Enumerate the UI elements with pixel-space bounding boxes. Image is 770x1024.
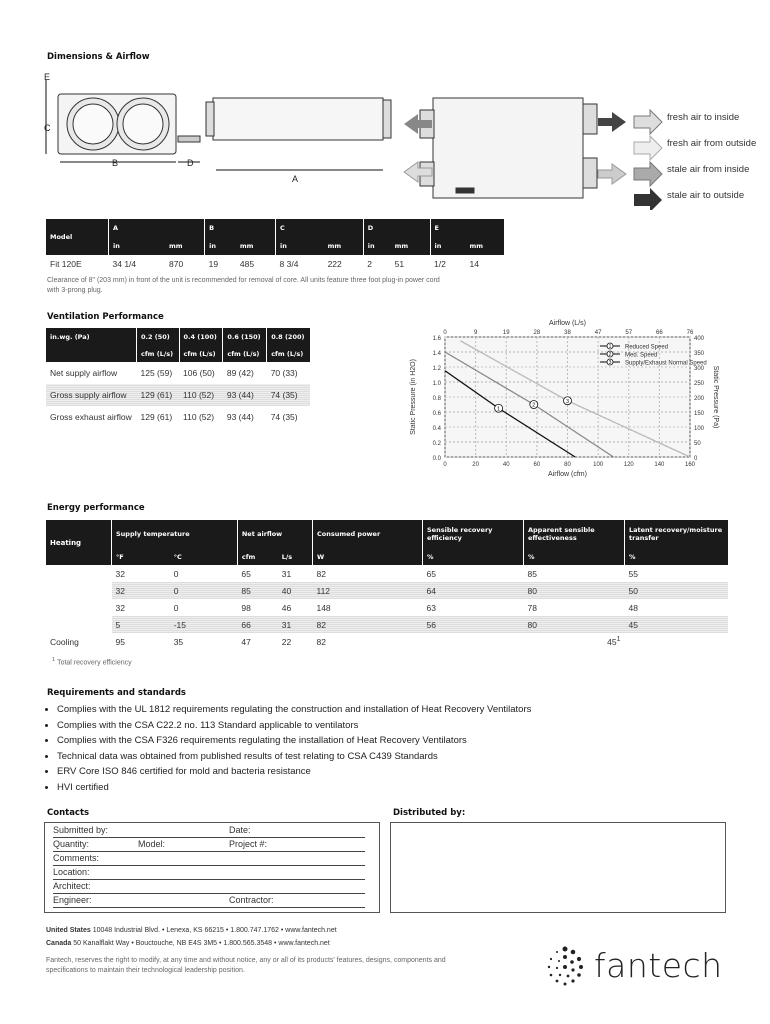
fantech-logo-icon (542, 944, 588, 990)
contacts-title: Contacts (47, 808, 90, 818)
legend-fresh-from-outside: fresh air from outside (667, 138, 757, 149)
legend-label: Supply/Exhaust Normal Speed (625, 360, 707, 367)
requirement-item: • Complies with the CSA F326 requirements regulating the installation of Heat Recovery Ventilators (57, 733, 531, 749)
y-tick-label: 0.2 (432, 441, 441, 447)
x-tick-label: 0 (443, 462, 447, 468)
energy-row-cooling: Cooling 95 35 47 22 82 $45^1$ (50, 636, 621, 647)
ventilation-table: in.wg. (Pa) 0.2 (50) 0.4 (100) 0.6 (150) 0.8 (200) cfm (L/s) cfm (L/s) cfm (L/s) cfm (L/s) Net supply airflow 125 (59) 106 (50) 89 (42) 70 (33) Gross supply airflow 129 (61) 110 (52) 93 (44) 74 (35) Gross exhaust airflow 129 (61) 110 (52) 93 (44) 74 (35) (46, 328, 310, 428)
y-tick-label: 1.2 (432, 366, 441, 372)
dim-label-b: B (112, 158, 119, 168)
legend-marker-label: 3 (608, 360, 612, 366)
legend-stale-to-outside: stale air to outside (667, 190, 745, 201)
energy-row: 32 0 65 31 82 65 85 55 (115, 568, 638, 579)
x2-tick-label: 38 (564, 330, 571, 336)
ventilation-title: Ventilation Performance (47, 312, 164, 322)
x2-axis-label: Airflow (L/s) (549, 320, 586, 327)
dimensions-table: Model A B C D E in mm in mm in mm in mm in mm Fit 120E 34 1/4 870 19 485 8 3/4 222 2 51 1/2 14 (46, 219, 504, 272)
legend-marker-label: 1 (608, 344, 612, 350)
dim-label-d: D (187, 158, 194, 168)
energy-table: Heating Supply temperature Net airflow Consumed power Sensible recovery efficiency Apparent sensible effectiveness Latent recovery/moisture transfer °F °C cfm L/s W % % % 32 0 65 31 82 65 85 55 32 0 85 40 112 64 80 50 32 0 98 46 148 63 78 48 5 -15 66 31 82 56 80 45 Cooling 95 35 47 22 82 $45^1$ (46, 520, 728, 650)
dimensions-note: Clearance of 8" (203 mm) in front of the unit is recommended for removal of core. All units feature three foot plug-in power cord with 3-prong plug. (47, 277, 440, 294)
y-tick-label: 0.8 (432, 396, 441, 402)
x-tick-label: 120 (623, 462, 634, 468)
x-tick-label: 40 (502, 462, 510, 468)
y2-tick-label: 100 (694, 426, 705, 432)
series-marker-label-1: 1 (497, 406, 501, 413)
quantity-field[interactable] (53, 851, 365, 852)
location-field[interactable] (53, 879, 365, 880)
dim-label-e: E (44, 72, 51, 82)
requirement-item: • Technical data was obtained from published results of test relating to CSA C439 Standards (57, 749, 531, 765)
address-us: United States 10048 Industrial Blvd. • Lenexa, KS 66215 • 1.800.747.1762 • www.fantech.net (46, 927, 337, 934)
x2-tick-label: 66 (656, 330, 663, 336)
requirements-list (45, 702, 531, 795)
energy-footnote: $^1$ Total recovery efficiency (52, 657, 132, 667)
dimensions-title: Dimensions & Airflow (47, 52, 150, 62)
airflow-legend (667, 112, 763, 216)
vent-row-gross-supply: Gross supply airflow 129 (61) 110 (52) 93 (44) 74 (35) (46, 384, 310, 406)
x-tick-label: 80 (564, 462, 571, 468)
series-marker-label-2: 2 (532, 402, 536, 409)
x-tick-label: 160 (684, 462, 696, 468)
y2-tick-label: 400 (694, 336, 705, 342)
y-tick-label: 0.0 (432, 456, 441, 462)
requirement-item: • Complies with the CSA C22.2 no. 113 Standard applicable to ventilators (57, 718, 531, 734)
energy-row: 32 0 98 46 148 63 78 48 (115, 602, 638, 613)
x-tick-label: 100 (593, 462, 604, 468)
legend-label: Med. Speed (625, 352, 658, 359)
dim-label-a: A (292, 174, 299, 184)
x2-tick-label: 0 (443, 330, 447, 336)
y2-axis-label: Static Pressure (Pa) (712, 365, 719, 429)
vent-row-gross-exhaust: Gross exhaust airflow 129 (61) 110 (52) 93 (44) 74 (35) (50, 412, 298, 422)
legend-fresh-to-inside: fresh air to inside (667, 112, 740, 123)
y-axis-label: Static Pressure (in H2O) (410, 359, 417, 435)
requirements-title: Requirements and standards (47, 688, 186, 698)
requirement-item: • ERV Core ISO 846 certified for mold and bacteria resistance (57, 764, 531, 780)
distributor-box (390, 822, 726, 913)
x-tick-label: 140 (654, 462, 665, 468)
dimensions-row: Fit 120E 34 1/4 870 19 485 8 3/4 222 2 51 1/2 14 (50, 258, 479, 269)
x2-tick-label: 9 (473, 330, 478, 336)
comments-field[interactable] (53, 865, 365, 866)
x-tick-label: 20 (472, 462, 479, 468)
y-tick-label: 0.6 (432, 411, 441, 417)
y2-tick-label: 300 (694, 366, 705, 372)
y-tick-label: 1.0 (432, 381, 441, 387)
brand-wordmark: fantech (594, 946, 723, 985)
architect-field[interactable] (53, 893, 365, 894)
y2-tick-label: 350 (694, 351, 705, 357)
address-canada: Canada 50 Kanalflakt Way • Bouctouche, NB E4S 3M5 • 1.800.565.3548 • www.fantech.net (46, 940, 330, 947)
performance-chart (400, 312, 730, 484)
legend-label: Reduced Speed (625, 344, 669, 351)
y2-tick-label: 50 (694, 441, 701, 447)
dim-label-c: C (44, 123, 51, 133)
submitted-field[interactable] (53, 837, 365, 838)
y2-tick-label: 200 (694, 396, 705, 402)
y2-tick-label: 250 (694, 381, 705, 387)
legend-marker-label: 2 (608, 352, 612, 358)
y2-tick-label: 0 (694, 456, 698, 462)
contact-form (44, 822, 380, 913)
energy-row: 32 0 85 40 112 64 80 50 (46, 582, 728, 599)
series-marker-label-3: 3 (565, 398, 570, 405)
distributed-title: Distributed by: (393, 808, 466, 818)
dimensions-drawing (38, 70, 678, 210)
x-axis-label: Airflow (cfm) (548, 471, 587, 478)
y2-tick-label: 150 (694, 411, 705, 417)
energy-title: Energy performance (47, 503, 145, 513)
y-tick-label: 1.4 (432, 351, 441, 357)
y-tick-label: 1.6 (432, 336, 441, 342)
legend-stale-from-inside: stale air from inside (667, 164, 750, 175)
disclaimer: Fantech, reserves the right to modify, at any time and without notice, any or all of its products' features, designs, components and specifications to maintain their technological leadership position. (46, 957, 446, 974)
x2-tick-label: 19 (502, 330, 510, 336)
x2-tick-label: 47 (594, 330, 602, 336)
x2-tick-label: 28 (533, 330, 541, 336)
y-tick-label: 0.4 (432, 426, 441, 432)
x2-tick-label: 57 (625, 330, 633, 336)
energy-row: 5 -15 66 31 82 56 80 45 (46, 616, 728, 633)
vent-row-net-supply: Net supply airflow 125 (59) 106 (50) 89 (42) 70 (33) (50, 368, 298, 378)
engineer-field[interactable] (53, 907, 365, 908)
x-tick-label: 60 (533, 462, 541, 468)
requirement-item: • HVI certified (57, 780, 531, 796)
x2-tick-label: 76 (686, 330, 694, 336)
requirement-item: • Complies with the UL 1812 requirements regulating the construction and installation of Heat Recovery Ventilators (57, 702, 531, 718)
series-line-1 (445, 371, 575, 457)
